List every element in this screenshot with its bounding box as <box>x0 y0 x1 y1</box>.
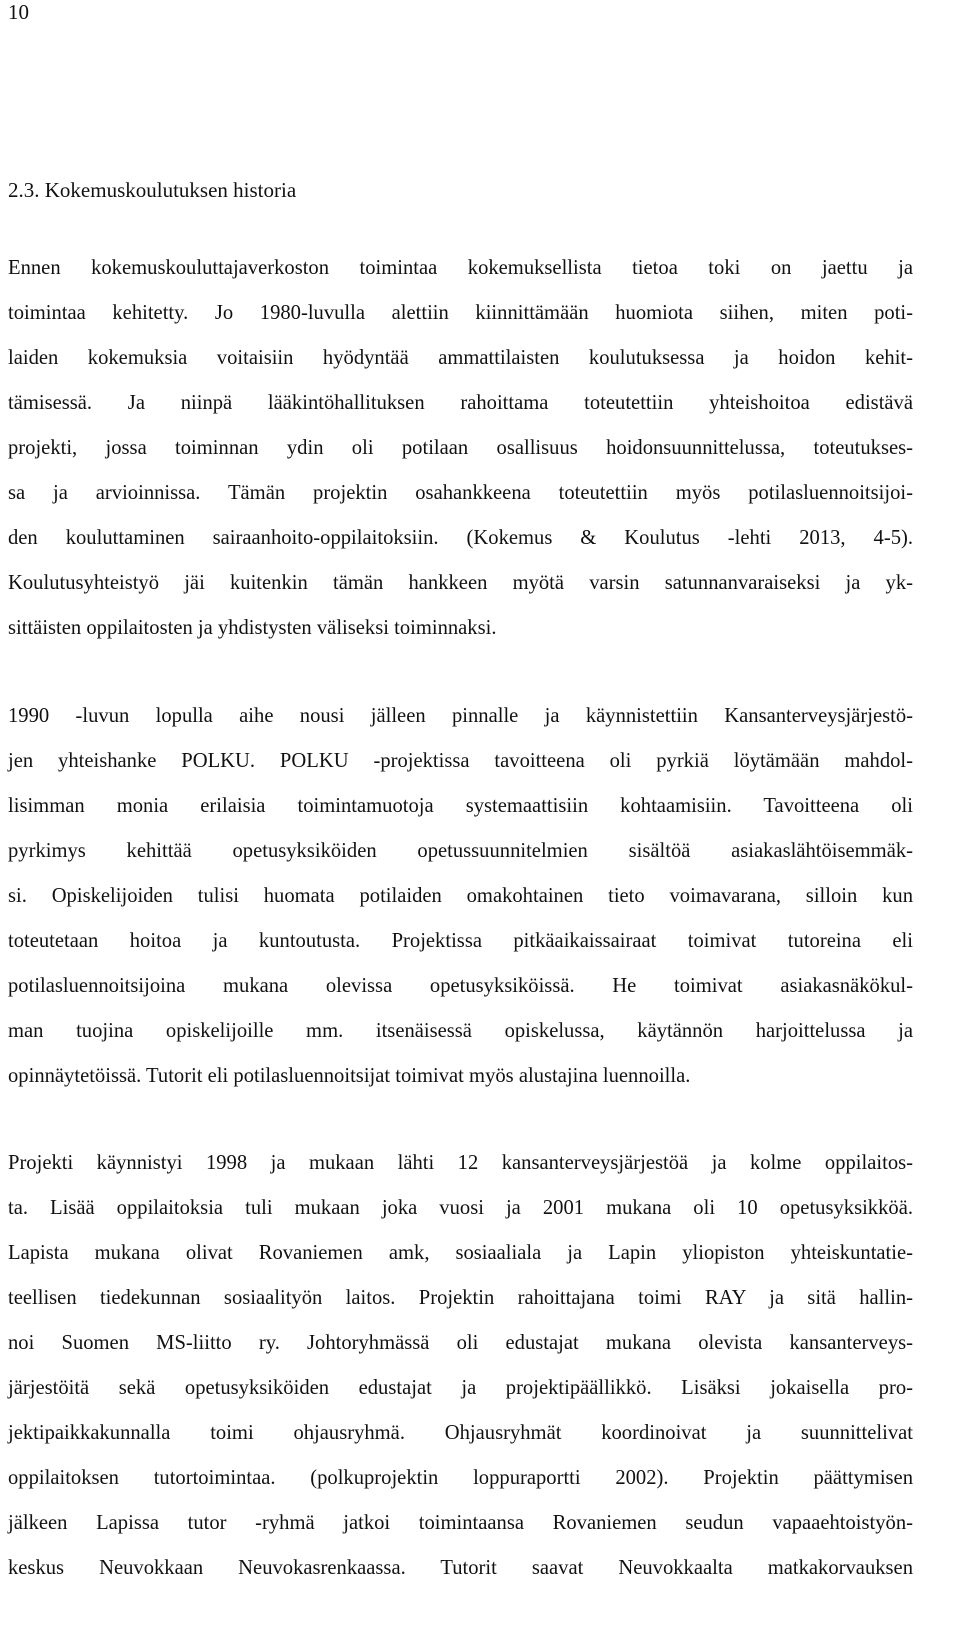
text-line: teellisen tiedekunnan sosiaalityön laitos. Projektin rahoittajana toimi RAY ja sitä hallin- <box>8 1287 913 1309</box>
text-line: potilasluennoitsijoina mukana olevissa opetusyksiköissä. He toimivat asiakasnäkökul- <box>8 975 913 997</box>
paragraph-1 <box>8 254 913 659</box>
text-line: si. Opiskelijoiden tulisi huomata potilaiden omakohtainen tieto voimavarana, silloin kun <box>8 885 913 907</box>
text-line: keskus Neuvokkaan Neuvokasrenkaassa. Tutorit saavat Neuvokkaalta matkakorvauksen <box>8 1557 913 1579</box>
text-line: järjestöitä sekä opetusyksiköiden edustajat ja projektipäällikkö. Lisäksi jokaisella pro- <box>8 1377 913 1399</box>
text-line: oppilaitoksen tutortoimintaa. (polkuprojektin loppuraportti 2002). Projektin päättymisen <box>8 1467 913 1489</box>
page-number: 10 <box>8 0 29 24</box>
text-line: den kouluttaminen sairaanhoito-oppilaitoksiin. (Kokemus & Koulutus -lehti 2013, 4-5). <box>8 527 913 549</box>
text-line: ta. Lisää oppilaitoksia tuli mukaan joka vuosi ja 2001 mukana oli 10 opetusyksikköä. <box>8 1197 913 1219</box>
paragraph-2 <box>8 702 913 1107</box>
text-line: noi Suomen MS-liitto ry. Johtoryhmässä oli edustajat mukana olevista kansanterveys- <box>8 1332 913 1354</box>
text-line: sittäisten oppilaitosten ja yhdistysten väliseksi toiminnaksi. <box>8 617 497 639</box>
text-line: jen yhteishanke POLKU. POLKU -projektissa tavoitteena oli pyrkiä löytämään mahdol- <box>8 750 913 772</box>
text-line: tämisessä. Ja niinpä lääkintöhallituksen rahoittama toteutettiin yhteishoitoa edistävä <box>8 392 913 414</box>
text-line: laiden kokemuksia voitaisiin hyödyntää ammattilaisten koulutuksessa ja hoidon kehit- <box>8 347 913 369</box>
text-line: toimintaa kehitetty. Jo 1980-luvulla alettiin kiinnittämään huomiota siihen, miten poti- <box>8 302 913 324</box>
text-line: jektipaikkakunnalla toimi ohjausryhmä. Ohjausryhmät koordinoivat ja suunnittelivat <box>8 1422 913 1444</box>
text-line: toteutetaan hoitoa ja kuntoutusta. Projektissa pitkäaikaissairaat toimivat tutoreina eli <box>8 930 913 952</box>
paragraph-3 <box>8 1149 913 1599</box>
text-line: Lapista mukana olivat Rovaniemen amk, sosiaaliala ja Lapin yliopiston yhteiskuntatie- <box>8 1242 913 1264</box>
text-line: opinnäytetöissä. Tutorit eli potilasluennoitsijat toimivat myös alustajina luennoilla. <box>8 1065 691 1087</box>
text-line: pyrkimys kehittää opetusyksiköiden opetussuunnitelmien sisältöä asiakaslähtöisemmäk- <box>8 840 913 862</box>
text-line: projekti, jossa toiminnan ydin oli potilaan osallisuus hoidonsuunnittelussa, toteutukses- <box>8 437 913 459</box>
section-heading: 2.3. Kokemuskoulutuksen historia <box>8 178 297 202</box>
text-line: jälkeen Lapissa tutor -ryhmä jatkoi toimintaansa Rovaniemen seudun vapaaehtoistyön- <box>8 1512 913 1534</box>
text-line: 1990 -luvun lopulla aihe nousi jälleen pinnalle ja käynnistettiin Kansanterveysjärjestö- <box>8 705 913 727</box>
text-line: Koulutusyhteistyö jäi kuitenkin tämän hankkeen myötä varsin satunnanvaraiseksi ja yk- <box>8 572 913 594</box>
text-line: Projekti käynnistyi 1998 ja mukaan lähti 12 kansanterveysjärjestöä ja kolme oppilaitos- <box>8 1152 913 1174</box>
text-line: sa ja arvioinnissa. Tämän projektin osahankkeena toteutettiin myös potilasluennoitsijoi- <box>8 482 913 504</box>
text-line: lisimman monia erilaisia toimintamuotoja systemaattisiin kohtaamisiin. Tavoitteena oli <box>8 795 913 817</box>
text-line: Ennen kokemuskouluttajaverkoston toimintaa kokemuksellista tietoa toki on jaettu ja <box>8 257 913 279</box>
text-line: man tuojina opiskelijoille mm. itsenäisessä opiskelussa, käytännön harjoittelussa ja <box>8 1020 913 1042</box>
